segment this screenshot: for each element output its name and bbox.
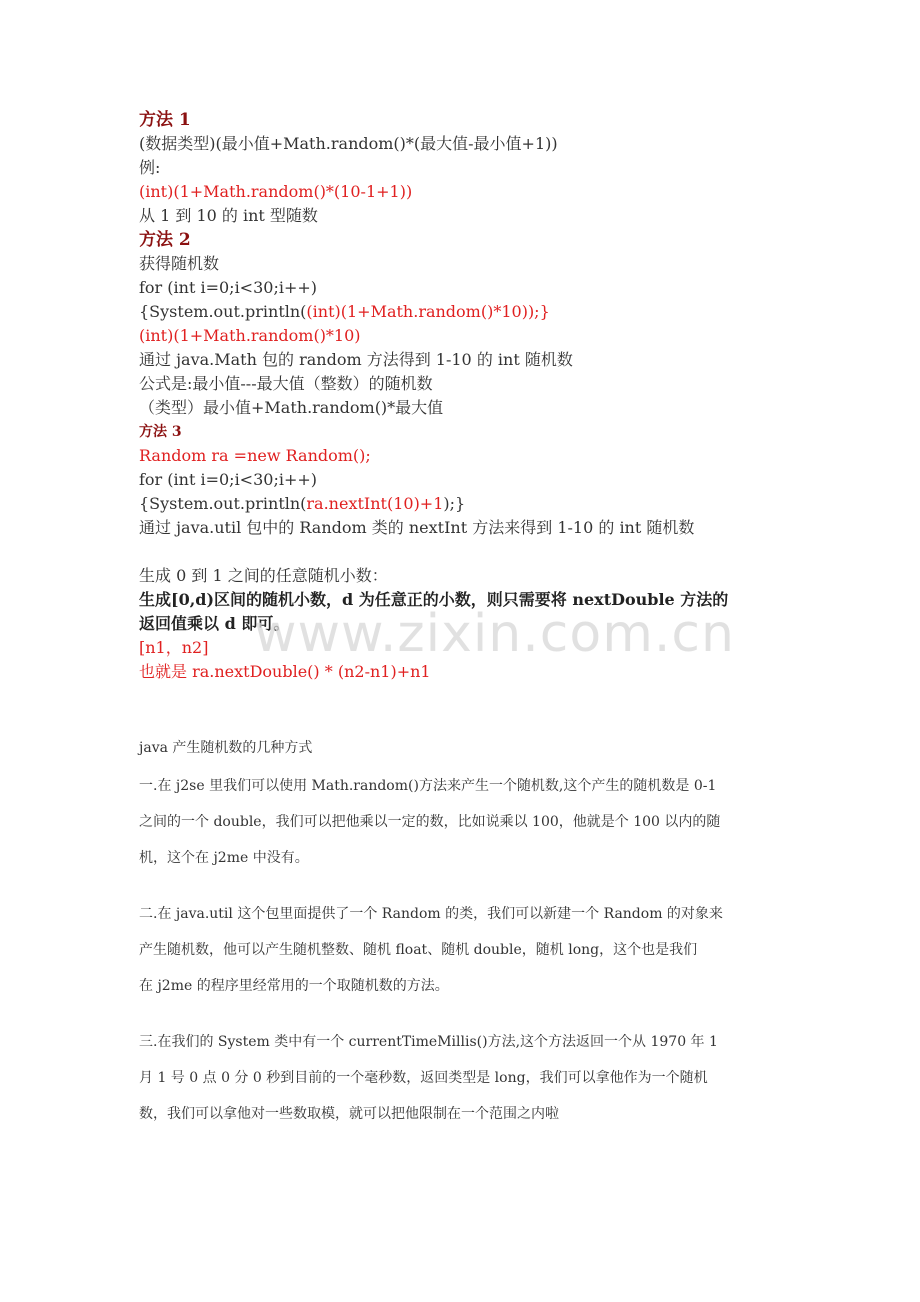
method1-example-code: (int)(1+Math.random()*(10-1+1)) <box>139 182 413 201</box>
article-paragraph-2 <box>139 896 789 1004</box>
decimal-desc-1: 生成[0,d)区间的随机小数，d 为任意正的小数，则只需要将 nextDouble 方法的 <box>139 590 729 609</box>
method3-loop: for (int i=0;i<30;i++) <box>139 470 318 489</box>
paragraph-line: 之间的一个 double，我们可以把他乘以一定的数，比如说乘以 100，他就是个 100 以内的随 <box>139 814 721 830</box>
paragraph-line: 二.在 java.util 这个包里面提供了一个 Random 的类，我们可以新建一个 Random 的对象来 <box>139 906 723 922</box>
method1-example-desc: 从 1 到 10 的 int 型随数 <box>139 206 318 225</box>
println-code: (int)(1+Math.random()*10) <box>306 302 528 321</box>
paragraph-line: 产生随机数，他可以产生随机整数、随机 float、随机 double，随机 long，这个也是我们 <box>139 942 698 958</box>
article-title: java 产生随机数的几种方式 <box>139 740 313 756</box>
article-paragraph-3 <box>139 1024 789 1132</box>
spacer <box>139 540 799 564</box>
println-suffix: );} <box>443 494 466 513</box>
watermark: www.zixin.com.cn <box>254 604 735 664</box>
println-prefix: {System.out.println( <box>139 494 307 513</box>
paragraph-line: 三.在我们的 System 类中有一个 currentTimeMillis()方法,这个方法返回一个从 1970 年 1 <box>139 1034 718 1050</box>
println-suffix: );} <box>527 302 550 321</box>
range-label: [n1，n2] <box>139 638 209 657</box>
paragraph-line: 月 1 号 0 点 0 分 0 秒到目前的一个毫秒数，返回类型是 long，我们可以拿他作为一个随机 <box>139 1070 708 1086</box>
method3-desc: 通过 java.util 包中的 Random 类的 nextInt 方法来得到 1-10 的 int 随机数 <box>139 518 695 537</box>
method2-code: (int)(1+Math.random()*10) <box>139 326 361 345</box>
method1-example-label: 例: <box>139 158 161 177</box>
method3-println <box>139 492 799 516</box>
method2-desc: 通过 java.Math 包的 random 方法得到 1-10 的 int 随机数 <box>139 350 573 369</box>
paragraph-line: 机，这个在 j2me 中没有。 <box>139 850 309 866</box>
method2-loop: for (int i=0;i<30;i++) <box>139 278 318 297</box>
paragraph-line: 在 j2me 的程序里经常用的一个取随机数的方法。 <box>139 978 449 994</box>
range-formula: 也就是 ra.nextDouble() * (n2-n1)+n1 <box>139 662 431 681</box>
paragraph-line: 一.在 j2se 里我们可以使用 Math.random()方法来产生一个随机数,这个产生的随机数是 0-1 <box>139 778 717 794</box>
println-code: ra.nextInt(10)+1 <box>306 494 444 513</box>
decimal-heading: 生成 0 到 1 之间的任意随机小数： <box>139 566 388 585</box>
paragraph-line: 数，我们可以拿他对一些数取模，就可以把他限制在一个范围之内啦 <box>139 1106 559 1122</box>
method2-type-formula: （类型）最小值+Math.random()*最大值 <box>139 398 444 417</box>
article <box>139 736 789 1152</box>
method2-println <box>139 300 799 324</box>
println-prefix: {System.out.println( <box>139 302 307 321</box>
method2-formula-desc: 公式是:最小值---最大值（整数）的随机数 <box>139 374 433 393</box>
document-body <box>139 108 799 684</box>
method3-new-random: Random ra =new Random(); <box>139 446 371 465</box>
decimal-desc-2: 返回值乘以 d 即可。 <box>139 614 290 633</box>
article-paragraph-1 <box>139 768 789 876</box>
method1-formula: (数据类型)(最小值+Math.random()*(最大值-最小值+1)) <box>139 134 558 153</box>
method2-line1: 获得随机数 <box>139 254 220 273</box>
method2-heading: 方法 2 <box>139 230 191 250</box>
method3-heading: 方法 3 <box>139 424 182 440</box>
method1-heading: 方法 1 <box>139 110 191 130</box>
